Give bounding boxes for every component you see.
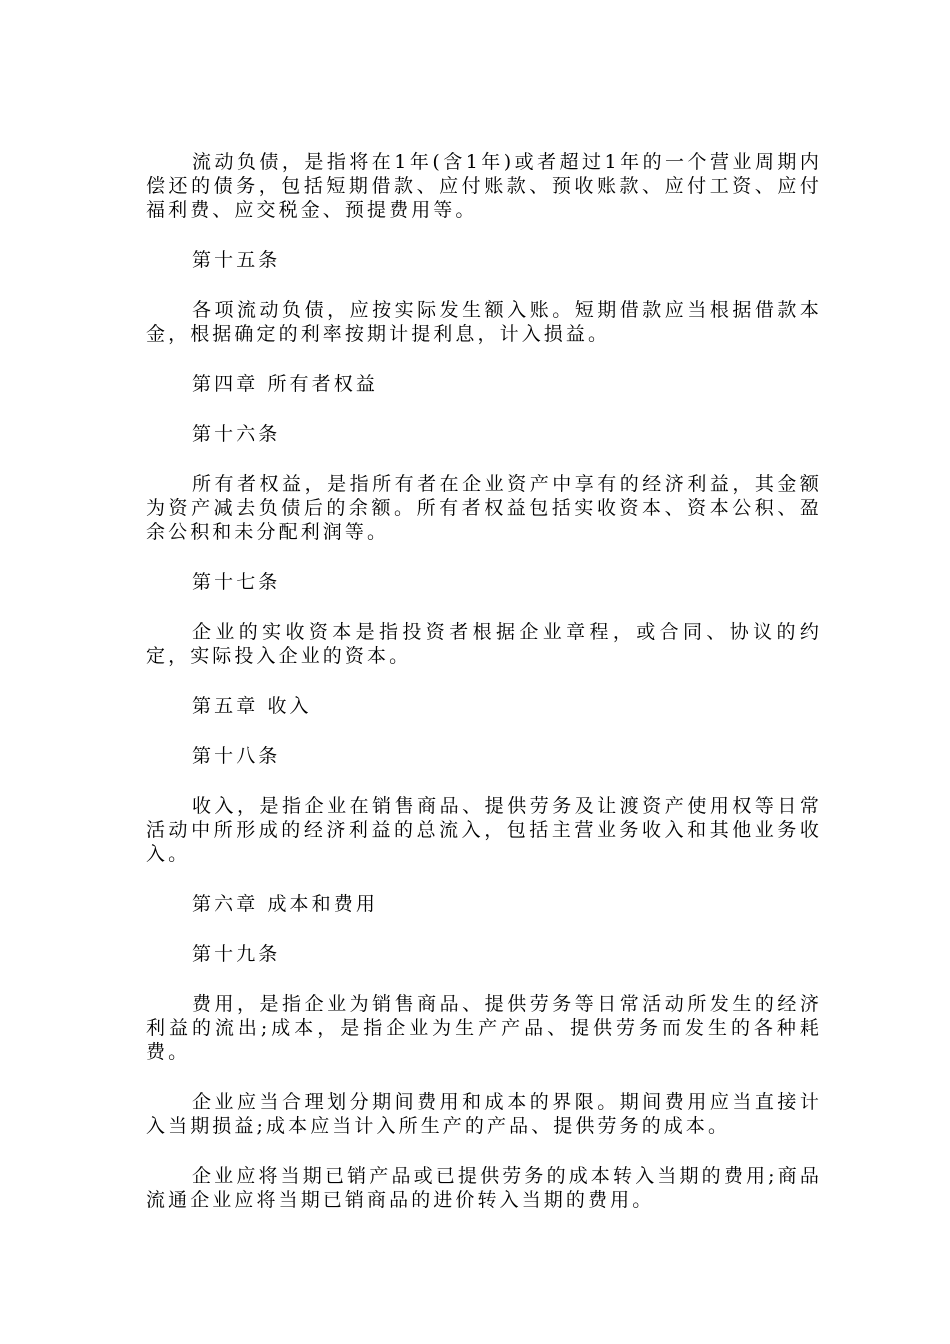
chapter-6-heading: 第六章 成本和费用 bbox=[192, 893, 378, 915]
paragraph-owners-equity: 所有者权益，是指所有者在企业资产中享有的经济利益，其金额为资产减去负债后的余额。所有者权益包括实收资本、资本公积、盈余公积和未分配利润等。 bbox=[146, 473, 822, 543]
paragraph-period-expenses: 企业应当合理划分期间费用和成本的界限。期间费用应当直接计入当期损益;成本应当计入所生产的产品、提供劳务的成本。 bbox=[146, 1091, 822, 1137]
chapter-4-heading: 第四章 所有者权益 bbox=[192, 373, 378, 395]
document-page bbox=[146, 150, 822, 1212]
article-17-heading: 第十七条 bbox=[192, 571, 281, 593]
article-15-heading: 第十五条 bbox=[192, 249, 281, 271]
paragraph-liabilities-recording: 各项流动负债，应按实际发生额入账。短期借款应当根据借款本金，根据确定的利率按期计提利息，计入损益。 bbox=[146, 299, 822, 345]
paragraph-revenue: 收入，是指企业在销售商品、提供劳务及让渡资产使用权等日常活动中所形成的经济利益的总流入，包括主营业务收入和其他业务收入。 bbox=[146, 795, 822, 865]
paragraph-current-liabilities: 流动负债，是指将在1年(含1年)或者超过1年的一个营业周期内偿还的债务，包括短期借款、应付账款、预收账款、应付工资、应付福利费、应交税金、预提费用等。 bbox=[146, 151, 822, 221]
paragraph-expenses: 费用，是指企业为销售商品、提供劳务等日常活动所发生的经济利益的流出;成本，是指企业为生产产品、提供劳务而发生的各种耗费。 bbox=[146, 993, 822, 1063]
chapter-5-heading: 第五章 收入 bbox=[192, 695, 312, 717]
paragraph-cost-transfer: 企业应将当期已销产品或已提供劳务的成本转入当期的费用;商品流通企业应将当期已销商品的进价转入当期的费用。 bbox=[146, 1165, 822, 1211]
article-19-heading: 第十九条 bbox=[192, 943, 281, 965]
article-18-heading: 第十八条 bbox=[192, 745, 281, 767]
paragraph-paid-in-capital: 企业的实收资本是指投资者根据企业章程，或合同、协议的约定，实际投入企业的资本。 bbox=[146, 621, 822, 667]
article-16-heading: 第十六条 bbox=[192, 423, 281, 445]
